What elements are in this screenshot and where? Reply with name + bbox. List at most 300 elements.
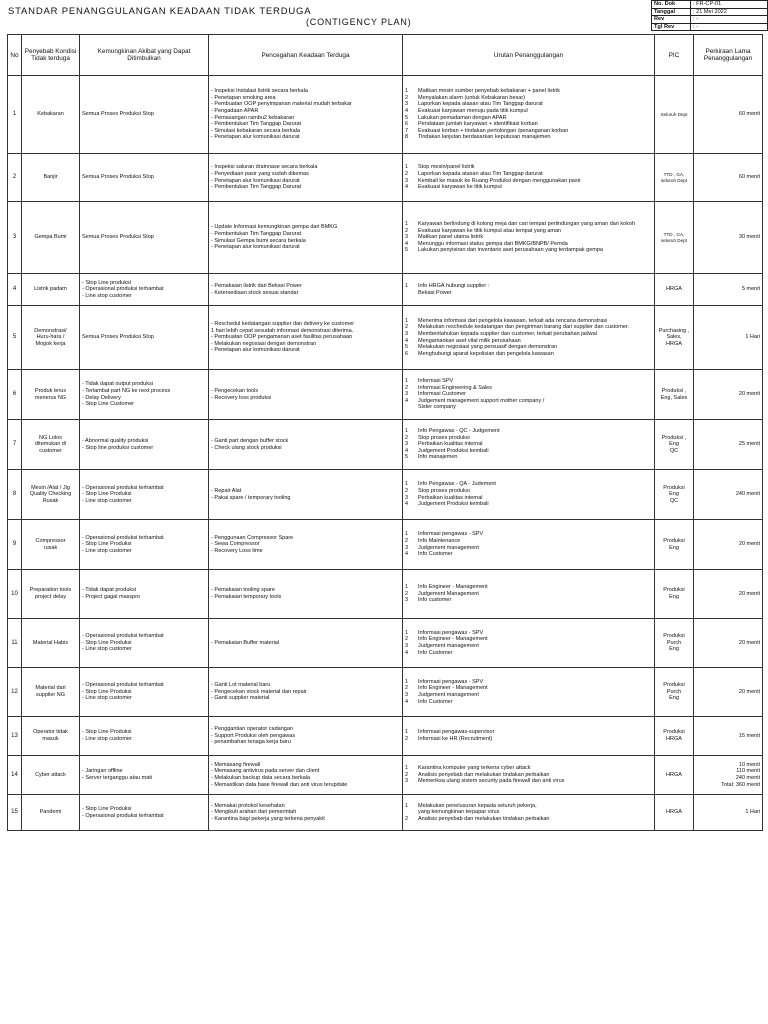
penyebab-line: Kebakaran <box>37 111 64 118</box>
akibat-line: - Stop line produksi customer <box>82 444 154 451</box>
pencegahan-line: - Memakai protokol kesehatan <box>211 802 285 809</box>
pencegahan-line: - Pakai spare / temporary tooling <box>211 494 291 501</box>
pic-line: Eng <box>669 594 679 600</box>
akibat-line: - Line stop customer <box>82 547 132 554</box>
akibat-cell <box>80 470 209 520</box>
pencegahan-cell <box>209 274 403 306</box>
pencegahan-line: - Pemakaian tooling spare <box>211 587 275 594</box>
pic-cell <box>655 154 694 202</box>
urutan-step <box>405 290 652 297</box>
pic-line: Produksi <box>663 633 685 640</box>
pic-line: Produksi <box>663 729 685 736</box>
pencegahan-line: - Repair Alat <box>211 487 242 494</box>
pencegahan-line: - Pembentukan Tim Tanggap Darurat <box>211 184 302 191</box>
pic-cell <box>655 76 694 154</box>
step-number: 3 <box>405 330 409 337</box>
urutan-step <box>405 331 652 338</box>
step-number: 1 <box>405 531 409 538</box>
urutan-step <box>405 636 652 643</box>
pic-cell <box>655 619 694 668</box>
step-text: Informasi pengawas-supervisor <box>418 729 495 736</box>
pencegahan-line: - Recovery Loss time <box>211 547 263 554</box>
pencegahan-line: - Ketersediaan stock sesuai standar <box>211 289 299 296</box>
urutan-cell <box>403 470 655 520</box>
step-number: 2 <box>405 590 409 597</box>
penyebab-cell <box>22 619 80 668</box>
header-pencegahan: Pencegahan Keadaan Terduga <box>209 35 403 76</box>
perkiraan-lama-cell <box>694 795 763 831</box>
akibat-line: - Operasional produksi terhambat <box>82 682 164 689</box>
pic-line: TTD , GA, <box>663 171 685 177</box>
waktu-line: 1 Hari <box>745 809 760 816</box>
waktu-line: Total: 360 menit <box>721 781 760 788</box>
pic-line: HRGA <box>666 340 682 347</box>
table-row <box>8 520 763 570</box>
step-text: Lakukan pemadaman dengan APAR <box>418 114 507 121</box>
table-row <box>8 274 763 306</box>
row-number: 14 <box>8 756 22 795</box>
urutan-step <box>405 643 652 650</box>
pencegahan-line: - Melakukan backup data secara berkala <box>211 775 311 781</box>
urutan-step <box>405 344 652 351</box>
akibat-cell <box>80 202 209 274</box>
row-number: 1 <box>8 76 22 154</box>
step-number: 1 <box>405 221 409 228</box>
row-number: 11 <box>8 619 22 668</box>
pic-cell <box>655 470 694 520</box>
urutan-cell <box>403 520 655 570</box>
header-urutan: Urutan Penanggulangan <box>403 35 655 76</box>
step-number: 2 <box>405 94 409 101</box>
urutan-step <box>405 772 652 779</box>
waktu-line: 20 menit <box>738 391 760 398</box>
penyebab-line: Cyber attack <box>35 771 66 778</box>
pencegahan-line: - Pemasangan rambu2 kebakaran <box>211 114 295 121</box>
akibat-cell <box>80 756 209 795</box>
urutan-step <box>405 378 652 385</box>
waktu-line: 10 menit <box>738 761 760 768</box>
urutan-step <box>405 404 652 411</box>
step-text: Kembali ke masuk ke Ruang Produksi dengan menggunakan pasir <box>418 177 581 184</box>
step-text: Karantina komputer yang terkena cyber attack <box>418 765 531 772</box>
step-number: 1 <box>405 765 409 772</box>
step-number: 3 <box>405 778 409 785</box>
pic-line: Eng, Sales <box>660 394 688 401</box>
row-number: 2 <box>8 154 22 202</box>
perkiraan-lama-cell <box>694 76 763 154</box>
pic-cell <box>655 274 694 306</box>
pic-line: Produksi <box>663 537 685 544</box>
step-text: Info customer <box>418 597 452 604</box>
urutan-step <box>405 171 652 178</box>
step-text: Bekasi Power <box>418 289 452 296</box>
urutan-step <box>405 699 652 706</box>
penyebab-cell <box>22 717 80 756</box>
urutan-step <box>405 551 652 558</box>
step-number: 3 <box>405 234 409 241</box>
pencegahan-line: - Ganti Lot material baru <box>211 682 271 689</box>
step-number: 2 <box>405 636 409 643</box>
penyebab-line: Banjir <box>43 174 58 181</box>
step-number <box>405 290 418 297</box>
step-number: 5 <box>405 114 409 121</box>
step-text: Melakukan negosiasi yang persuasif dengan demonstran <box>418 344 558 351</box>
waktu-line: 60 menit <box>738 111 760 118</box>
step-text: Stop proses produksi <box>418 487 470 494</box>
step-number: 4 <box>405 447 409 454</box>
step-number: 3 <box>405 494 409 501</box>
step-number: 2 <box>405 384 409 391</box>
step-number: 3 <box>405 597 409 604</box>
penyebab-cell <box>22 274 80 306</box>
akibat-line: - Operasional produksi terhambat <box>82 484 164 491</box>
pencegahan-line: - Penetapan smoking area <box>211 94 276 101</box>
step-text: Matikan panel utama listrik <box>418 234 484 241</box>
step-number: 4 <box>405 649 409 656</box>
table-header-row <box>8 35 763 76</box>
pencegahan-line: - Memastikan data base firewall dan anti virus terupdate <box>211 781 348 788</box>
urutan-step <box>405 385 652 392</box>
pencegahan-line: - Pemakaian listrik dari Bekasi Power <box>211 282 302 289</box>
header-penyebab: Penyebab Kondisi Tidak terduga <box>22 35 80 76</box>
pic-line: HRGA <box>666 736 682 742</box>
urutan-cell <box>403 370 655 420</box>
step-number: 2 <box>405 537 409 544</box>
step-text: Judgement management <box>418 692 479 698</box>
pic-line: Eng <box>669 544 679 551</box>
penyebab-line: masuk <box>42 736 59 742</box>
urutan-step <box>405 591 652 598</box>
step-number: 4 <box>405 501 409 508</box>
row-number: 15 <box>8 795 22 831</box>
step-number: 1 <box>405 164 409 171</box>
urutan-cell <box>403 570 655 619</box>
step-text: Matikan mesin sumber penyebab kebakaran + panel listrik <box>418 88 561 95</box>
urutan-step <box>405 803 652 810</box>
step-text: Menerima informasi dari pengelola kawasan, terkait ada rencana demonstrasi <box>418 317 608 324</box>
step-text: Menyalakan alarm (untuk Kebakaran besar) <box>418 94 526 101</box>
step-number: 4 <box>405 337 409 344</box>
meta-key: Tanggal <box>652 8 691 16</box>
urutan-step <box>405 234 652 241</box>
pic-line: Purch <box>666 688 682 695</box>
penyebab-line: Huru-hara / <box>36 334 65 341</box>
akibat-cell <box>80 274 209 306</box>
urutan-step <box>405 545 652 552</box>
penyebab-line: NG Lolos <box>39 434 62 441</box>
penyebab-line: Compressor <box>35 537 66 544</box>
urutan-step <box>405 538 652 545</box>
urutan-cell <box>403 756 655 795</box>
akibat-line: - Server terganggu atau mati <box>82 775 153 781</box>
row-number: 13 <box>8 717 22 756</box>
urutan-step <box>405 318 652 325</box>
akibat-line: - Stop Line Produksi <box>82 491 132 498</box>
waktu-line: 20 menit <box>738 639 760 646</box>
urutan-step <box>405 448 652 455</box>
urutan-cell <box>403 619 655 668</box>
step-number <box>405 404 418 411</box>
akibat-line: - Stop Line Produksi <box>82 729 132 736</box>
table-row <box>8 370 763 420</box>
step-number: 1 <box>405 729 409 736</box>
pic-cell <box>655 420 694 470</box>
penyebab-cell <box>22 795 80 831</box>
pencegahan-cell <box>209 756 403 795</box>
waktu-line: 15 menit <box>738 732 760 739</box>
step-text: Melakukan penelusuran kepada seluruh pekerja, <box>418 802 537 809</box>
pic-line: QC <box>669 497 679 504</box>
meta-value: : - <box>691 23 768 31</box>
step-number: 3 <box>405 391 409 398</box>
step-number: 1 <box>405 678 409 685</box>
meta-value: : 21 Mei 2022 <box>691 8 768 16</box>
row-number: 8 <box>8 470 22 520</box>
step-text: Menghubungi aparat kepolisian dan pengelola kawasan <box>418 350 554 357</box>
pencegahan-line: - Ganti supplier material <box>211 695 270 702</box>
step-text: Analisis penyebab dan melakukan tindakan perbaikan <box>418 815 550 822</box>
urutan-step <box>405 597 652 604</box>
row-number: 5 <box>8 306 22 370</box>
pencegahan-line: 1 hari lebih cepat sesudah informasi demonstrasi diterima. <box>211 327 354 334</box>
urutan-step <box>405 241 652 248</box>
pic-line: Purchasing , <box>658 327 690 334</box>
step-text: Perbaikan kualitas internal <box>418 441 483 448</box>
pencegahan-line: - Inspeksi saluran drainnase secara berkala <box>211 164 318 171</box>
urutan-step <box>405 101 652 108</box>
perkiraan-lama-cell <box>694 154 763 202</box>
pencegahan-cell <box>209 470 403 520</box>
pencegahan-line: - Penggantian operator cadangan <box>211 726 293 733</box>
step-text: Informasi SPV <box>418 378 454 385</box>
perkiraan-lama-cell <box>694 274 763 306</box>
akibat-line: - Jaringan offline <box>82 768 123 775</box>
pic-line: seluruh Dept <box>660 177 688 183</box>
urutan-step <box>405 435 652 442</box>
pencegahan-cell <box>209 420 403 470</box>
pic-line: Eng <box>669 646 679 653</box>
pic-cell <box>655 756 694 795</box>
pic-cell <box>655 520 694 570</box>
urutan-step <box>405 650 652 657</box>
document-title: STANDAR PENANGGULANGAN KEADAAN TIDAK TERDUGA <box>8 6 312 17</box>
header-no: No <box>8 35 22 76</box>
akibat-line: - Stop Line Customer <box>82 401 134 408</box>
table-row <box>8 717 763 756</box>
pic-line: Seluruh Dept <box>660 111 688 117</box>
pic-cell <box>655 795 694 831</box>
pencegahan-line: - Inspeksi Instalasi listrik secara berkala <box>211 88 308 95</box>
pencegahan-line: - Karantina bagi pekerja yang terkena penyakit <box>211 815 325 822</box>
step-number: 1 <box>405 428 409 435</box>
pencegahan-cell <box>209 202 403 274</box>
meta-key: Rev <box>652 16 691 24</box>
step-number: 2 <box>405 324 409 331</box>
perkiraan-lama-cell <box>694 668 763 717</box>
pencegahan-cell <box>209 520 403 570</box>
urutan-step <box>405 324 652 331</box>
step-text: Evakuasi korban + tindakan pertolongan /penanganan korban <box>418 127 569 134</box>
akibat-line: - Line stop customer <box>82 292 132 299</box>
akibat-line: - Operasional produksi terhambat <box>82 534 164 541</box>
penyebab-line: Mesin /Alat / Jig <box>31 484 70 491</box>
pencegahan-line: - Simulasi Gempa bumi secara berkala <box>211 237 306 244</box>
step-number: 1 <box>405 378 409 385</box>
step-text: Info Customer <box>418 698 453 705</box>
waktu-line: 25 menit <box>738 441 760 448</box>
urutan-step <box>405 95 652 102</box>
step-number: 1 <box>405 88 409 95</box>
pencegahan-line: - Penyediaan pasir yang sudah dikemas <box>211 170 309 177</box>
perkiraan-lama-cell <box>694 520 763 570</box>
urutan-cell <box>403 154 655 202</box>
step-number: 3 <box>405 643 409 649</box>
penyebab-cell <box>22 756 80 795</box>
urutan-step <box>405 247 652 254</box>
header-akibat: Kemungkinan Akibat yang Dapat Ditimbulkan <box>80 35 209 76</box>
penyebab-cell <box>22 420 80 470</box>
akibat-cell <box>80 619 209 668</box>
akibat-line: - Line stop customer <box>82 497 132 504</box>
meta-row <box>652 8 768 16</box>
step-text: Informasi Customer <box>418 391 466 398</box>
pencegahan-cell <box>209 717 403 756</box>
pic-line: seluruh Dept <box>660 237 688 243</box>
pic-line: Produksi <box>663 682 685 689</box>
step-number: 3 <box>405 441 409 448</box>
urutan-step <box>405 778 652 785</box>
row-number: 12 <box>8 668 22 717</box>
document-meta-table <box>651 0 768 31</box>
urutan-step <box>405 630 652 637</box>
step-text: Sister company <box>418 404 456 411</box>
waktu-line: 110 menit <box>736 768 760 775</box>
urutan-step <box>405 128 652 135</box>
waktu-line: 20 menit <box>738 541 760 548</box>
step-text: Memeriksa ulang sistem security pada firewall dan anti virus <box>418 778 565 785</box>
urutan-step <box>405 809 652 816</box>
perkiraan-lama-cell <box>694 619 763 668</box>
step-text: Informasi pengawas - SPV <box>418 629 484 636</box>
pic-line: Produksi , <box>661 434 687 441</box>
waktu-line: 30 menit <box>738 234 760 241</box>
row-number: 3 <box>8 202 22 274</box>
akibat-cell <box>80 520 209 570</box>
table-row <box>8 306 763 370</box>
urutan-step <box>405 488 652 495</box>
step-text: Judgement management <box>418 643 479 649</box>
step-text: Info Customer <box>418 551 453 558</box>
penyebab-line: menerus NG <box>34 394 67 401</box>
step-number: 5 <box>405 247 409 254</box>
urutan-step <box>405 338 652 345</box>
pic-cell <box>655 668 694 717</box>
step-text: Laporkan kepada atasan atau Tim Tanggap darurat <box>418 170 543 177</box>
step-text: Stop mesin/panel listrik <box>418 164 475 171</box>
step-number: 4 <box>405 184 409 191</box>
header-pic: PIC <box>655 35 694 76</box>
pic-line: Produksi , <box>661 387 687 394</box>
table-row <box>8 470 763 520</box>
pencegahan-line: - Check ulang stock produksi <box>211 444 282 451</box>
waktu-line: 20 menit <box>738 590 760 597</box>
urutan-step <box>405 501 652 508</box>
penyebab-cell <box>22 76 80 154</box>
pencegahan-line: - Recovery loss produksi <box>211 394 272 401</box>
step-number: 2 <box>405 434 409 441</box>
penyebab-line: Quality Checking <box>29 491 72 498</box>
akibat-line: - Stop Line produksi <box>82 279 131 286</box>
pic-line: HRGA <box>666 809 682 816</box>
penyebab-line: customer <box>39 447 62 454</box>
akibat-line: - Operasional produksi terhambat <box>82 633 164 640</box>
step-text: Pendataan jumlah karyawan + identifikasi korban <box>418 121 538 128</box>
step-number: 1 <box>405 317 409 324</box>
perkiraan-lama-cell <box>694 756 763 795</box>
waktu-line: 5 menit <box>741 286 760 293</box>
akibat-cell <box>80 795 209 831</box>
step-text: Judgement management <box>418 544 479 551</box>
akibat-cell <box>80 570 209 619</box>
penyebab-line: Gempa Bumi <box>34 234 67 241</box>
waktu-line: 240 menit <box>735 775 760 781</box>
pic-cell <box>655 306 694 370</box>
penyebab-cell <box>22 306 80 370</box>
pencegahan-cell <box>209 795 403 831</box>
row-number: 4 <box>8 274 22 306</box>
akibat-line: Semua Proses Produksi Stop <box>82 334 154 341</box>
step-number: 2 <box>405 227 409 234</box>
step-number: 3 <box>405 101 409 108</box>
step-text: Judgement Produksi kembali <box>418 447 489 454</box>
urutan-step <box>405 391 652 398</box>
step-text: Memberitahukan kepada supplier dan customer, terkait perubahan jadwal <box>418 330 597 337</box>
urutan-cell <box>403 76 655 154</box>
pencegahan-cell <box>209 76 403 154</box>
perkiraan-lama-cell <box>694 370 763 420</box>
waktu-line: 60 menit <box>738 174 760 181</box>
akibat-line: - Stop Line Produksi <box>82 541 132 548</box>
akibat-line: Semua Proses Produksi Stop <box>82 111 154 118</box>
table-row <box>8 756 763 795</box>
header-perkiraan-lama: Perkiraan Lama Penanggulangan <box>694 35 763 76</box>
pencegahan-line: - Penetapan alur komunikasi darurat <box>211 347 300 354</box>
step-number: 4 <box>405 698 409 705</box>
urutan-step <box>405 736 652 743</box>
akibat-cell <box>80 76 209 154</box>
pencegahan-line: - Ganti part dengan buffer stock <box>211 437 289 444</box>
table-row <box>8 668 763 717</box>
urutan-step <box>405 88 652 95</box>
pic-line: Eng <box>669 695 679 702</box>
meta-key: Tgl Rev <box>652 23 691 31</box>
table-row <box>8 154 763 202</box>
akibat-line: Semua Proses Produksi Stop <box>82 174 154 181</box>
step-number: 2 <box>405 170 409 177</box>
step-text: Evakuasi karyawan ke titik kumpul <box>418 184 502 191</box>
urutan-step <box>405 428 652 435</box>
step-text: Judgement Management <box>418 590 479 597</box>
pencegahan-cell <box>209 619 403 668</box>
urutan-step <box>405 164 652 171</box>
pencegahan-line: - Pengecekan stock material dan repair <box>211 688 307 695</box>
akibat-line: - Delay Delivery <box>82 394 121 401</box>
meta-row <box>652 23 768 31</box>
step-number: 7 <box>405 127 409 134</box>
step-number: 5 <box>405 344 409 351</box>
penyebab-line: Preparation tools <box>29 587 72 594</box>
akibat-cell <box>80 668 209 717</box>
